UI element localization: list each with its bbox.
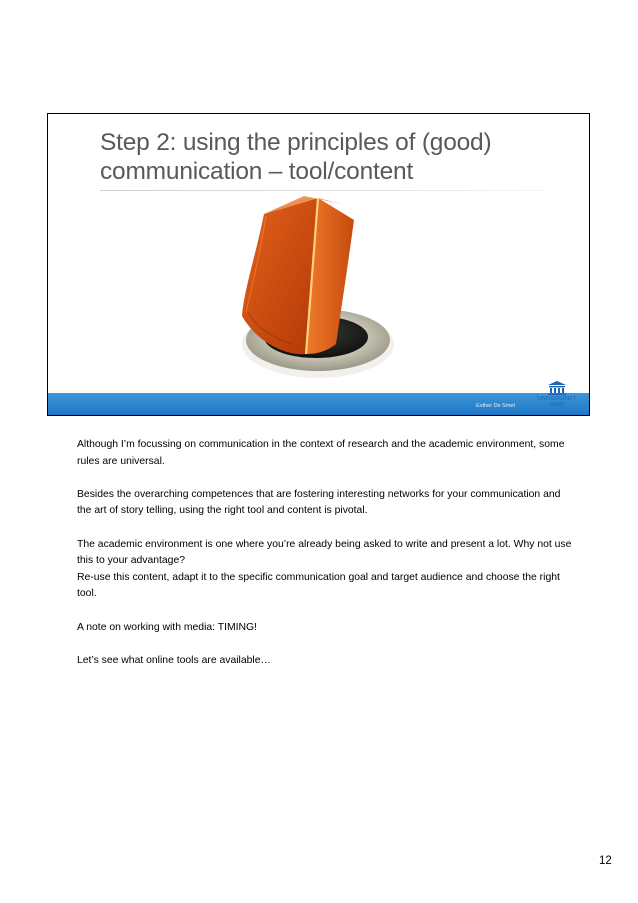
slide-thumbnail: [47, 113, 590, 416]
page-number: 12: [599, 855, 612, 867]
university-logo: [534, 380, 580, 412]
notes-paragraph: Let’s see what online tools are available…: [77, 654, 271, 666]
slide-title-line-1: Step 2: using the principles of (good): [100, 129, 492, 156]
square-peg-round-hole-illustration: [208, 194, 428, 390]
slide-footer-author: Esther De Smet: [476, 403, 515, 409]
notes-paragraph: Re-use this content, adapt it to the specific communication goal and target audience and choose the right tool.: [77, 571, 560, 600]
university-building-icon: [546, 380, 568, 396]
notes-paragraph: Although I’m focussing on communication in the context of research and the academic environment, some rules are universal.: [77, 439, 565, 467]
notes-paragraph: A note on working with media: TIMING!: [77, 621, 257, 633]
slide-title: [100, 128, 560, 186]
title-divider: [100, 190, 544, 191]
speaker-notes: [77, 437, 577, 686]
university-name: UNIVERSITEIT GENT: [538, 396, 576, 408]
notes-paragraph: The academic environment is one where you’re already being asked to write and present a lot. Why not use this to your advantage?: [77, 538, 572, 567]
slide-title-line-2: communication – tool/content: [100, 158, 414, 185]
notes-paragraph: Besides the overarching competences that are fostering interesting networks for your communication and the art of story telling, using the right tool and content is pivotal.: [77, 488, 561, 517]
